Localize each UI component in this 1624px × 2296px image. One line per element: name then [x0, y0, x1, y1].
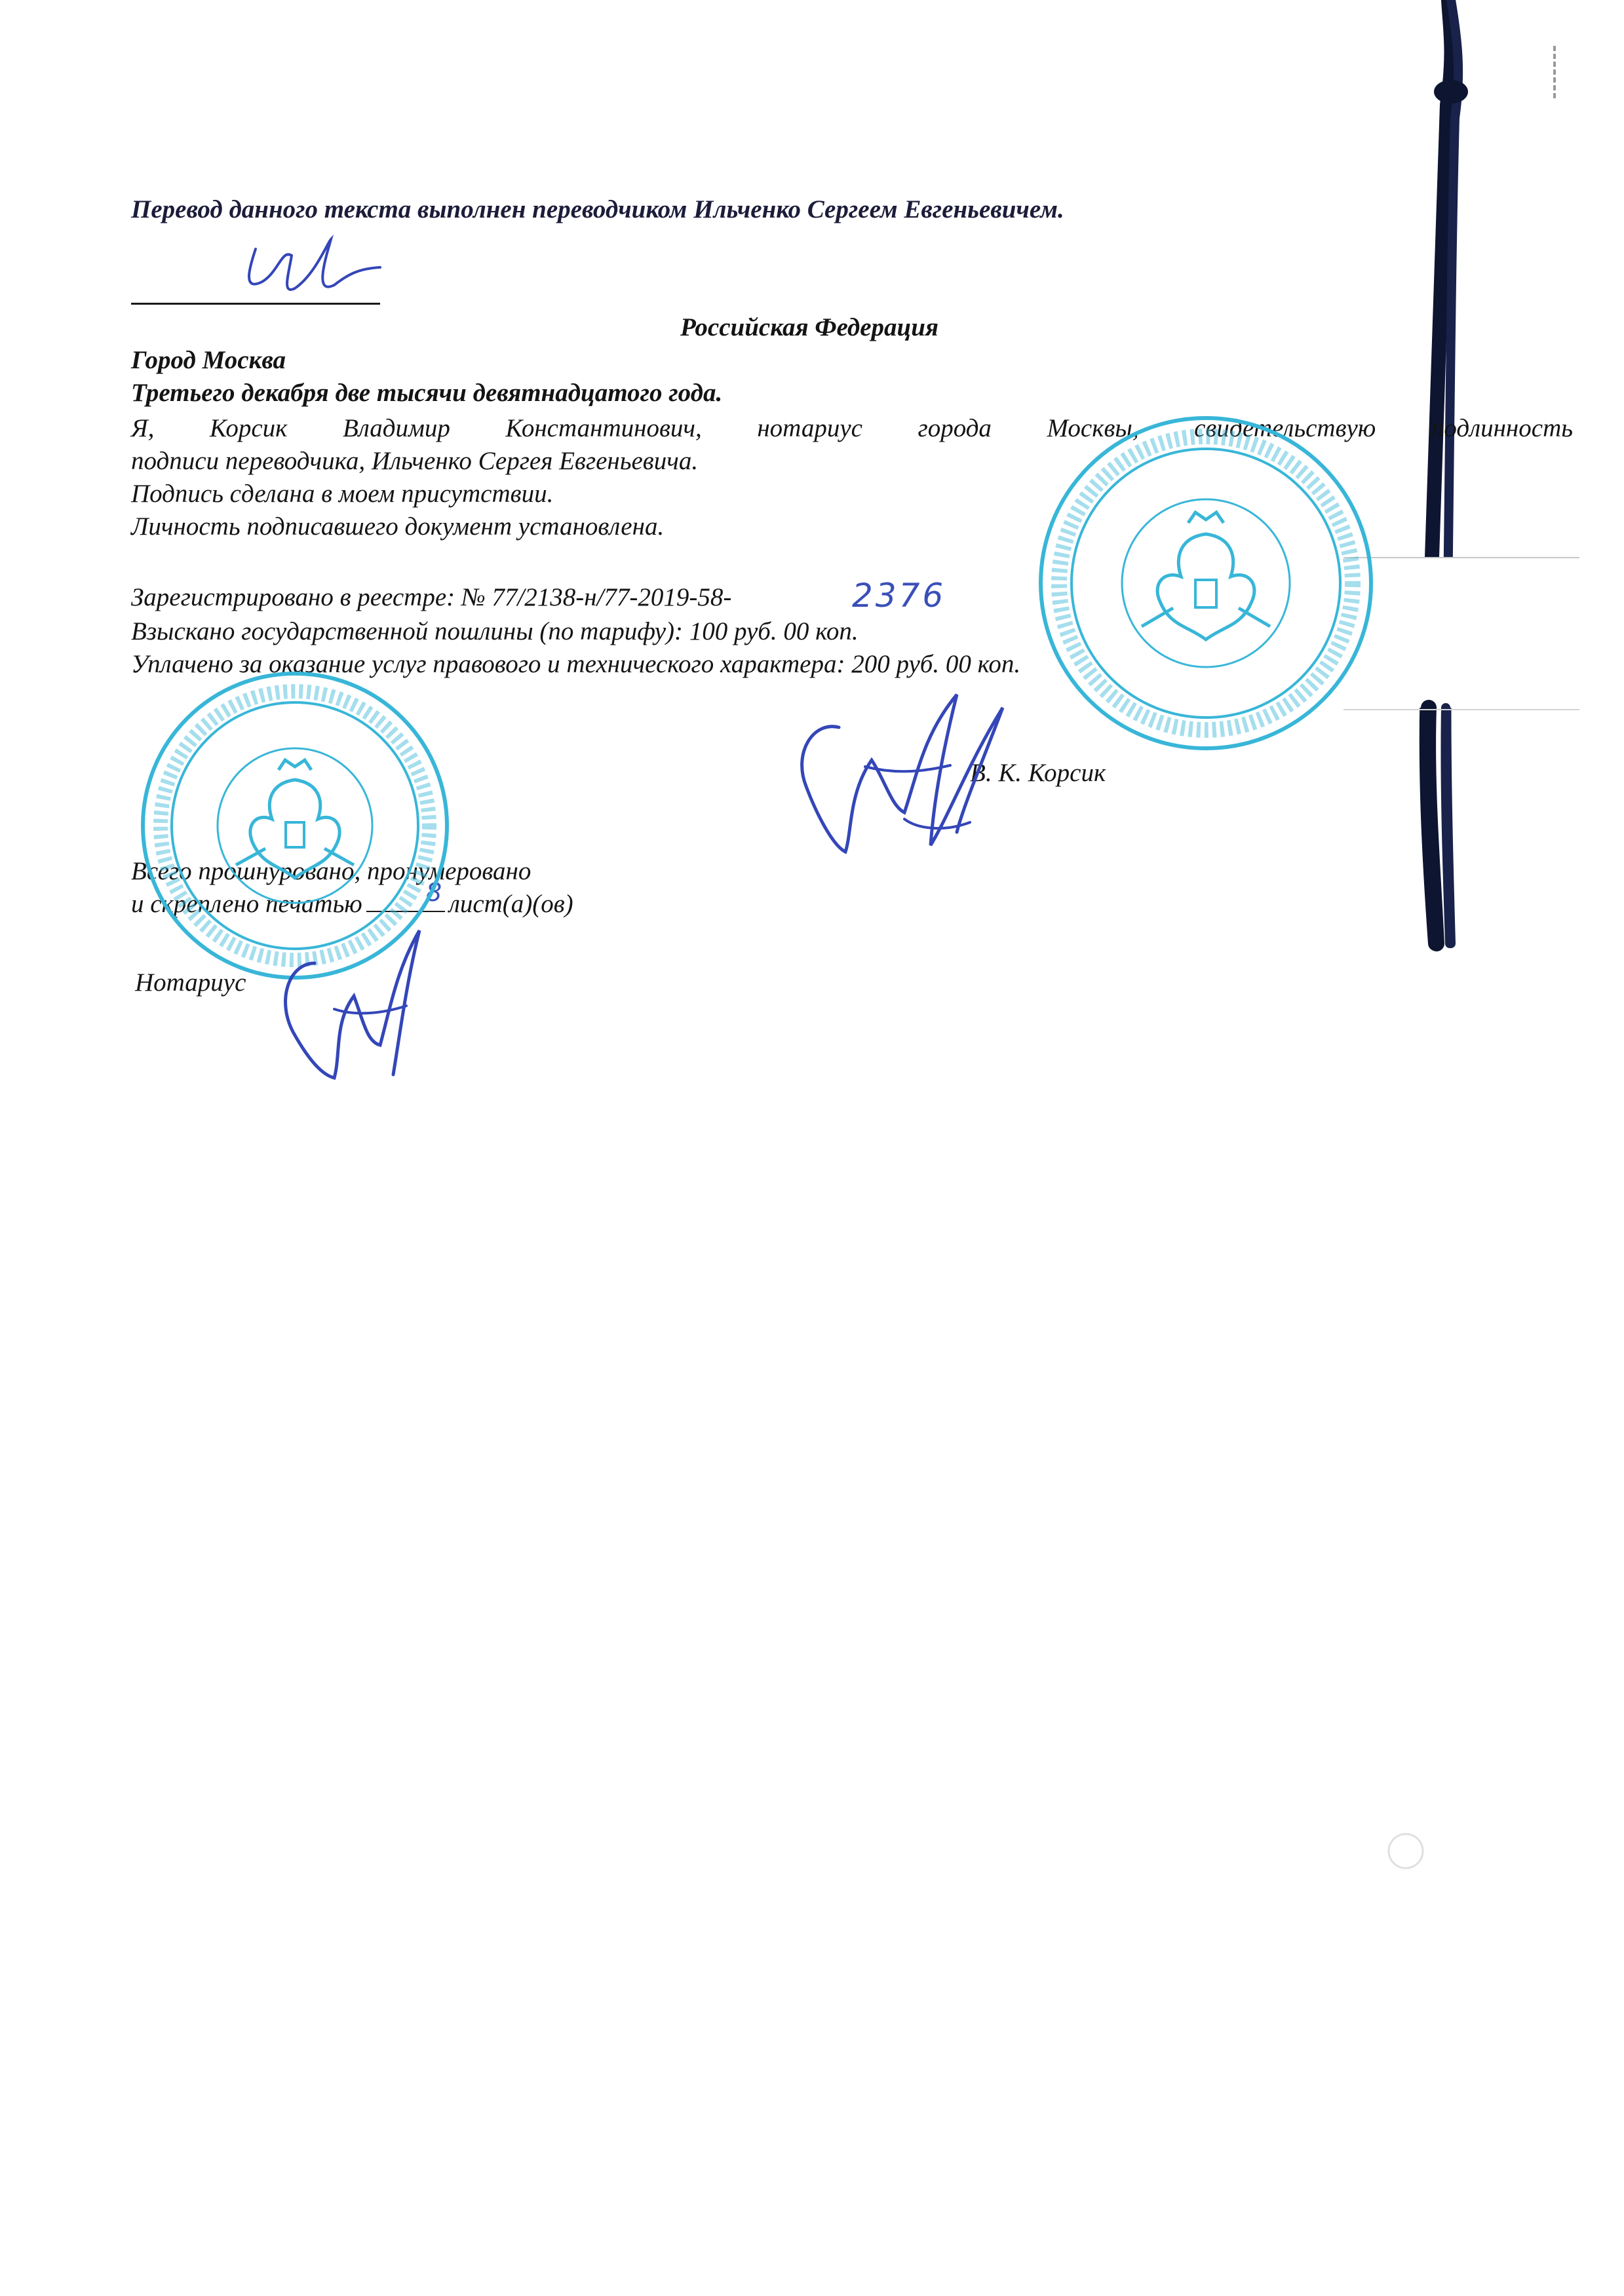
identity-established: Личность подписавшего документ установлена. — [131, 512, 665, 541]
seal-paper-strip — [1344, 557, 1579, 710]
binding-line2-prefix: и скреплено печатью — [131, 890, 362, 918]
translator-signature-line — [131, 303, 380, 305]
scan-edge-mark — [1553, 46, 1558, 98]
notary-signature-binding — [269, 917, 439, 1088]
notary-label: Нотариус — [135, 968, 246, 997]
service-fee: Уплачено за оказание услуг правового и технического характера: 200 руб. 00 коп. — [131, 650, 1021, 678]
registry-line — [131, 582, 731, 613]
city-heading: Город Москва — [131, 346, 286, 374]
country-heading: Российская Федерация — [680, 313, 938, 341]
translator-signature — [242, 229, 387, 301]
certification-statement-line1: Я, Корсик Владимир Константинович, нотариус города Москвы, свидетельствую подлинность — [131, 414, 1573, 442]
scan-smudge — [1383, 1828, 1429, 1874]
state-fee: Взыскано государственной пошлины (по тарифу): 100 руб. 00 коп. — [131, 617, 859, 645]
certification-statement-line2: подписи переводчика, Ильченко Сергея Евгеньевича. — [131, 447, 699, 475]
registry-prefix: Зарегистрировано в реестре: № 77/2138-н/77-2019-58- — [131, 583, 732, 611]
notary-signature-main — [786, 681, 1022, 865]
signed-in-presence: Подпись сделана в моем присутствии. — [131, 480, 554, 508]
registry-handwritten-number: 2376 — [852, 577, 946, 615]
binding-line2-suffix: лист(а)(ов) — [448, 890, 573, 918]
notary-seal-right — [1035, 413, 1376, 754]
binding-line1: Всего прошнуровано, пронумеровано — [131, 857, 532, 885]
notary-name: В. К. Корсик — [970, 759, 1106, 787]
date-heading: Третьего декабря две тысячи девятнадцатого года. — [131, 379, 723, 407]
translator-note: Перевод данного текста выполнен переводчиком Ильченко Сергеем Евгеньевичем. — [131, 195, 1064, 223]
binding-cord — [1409, 0, 1488, 983]
sheets-handwritten: 8 — [426, 878, 442, 907]
